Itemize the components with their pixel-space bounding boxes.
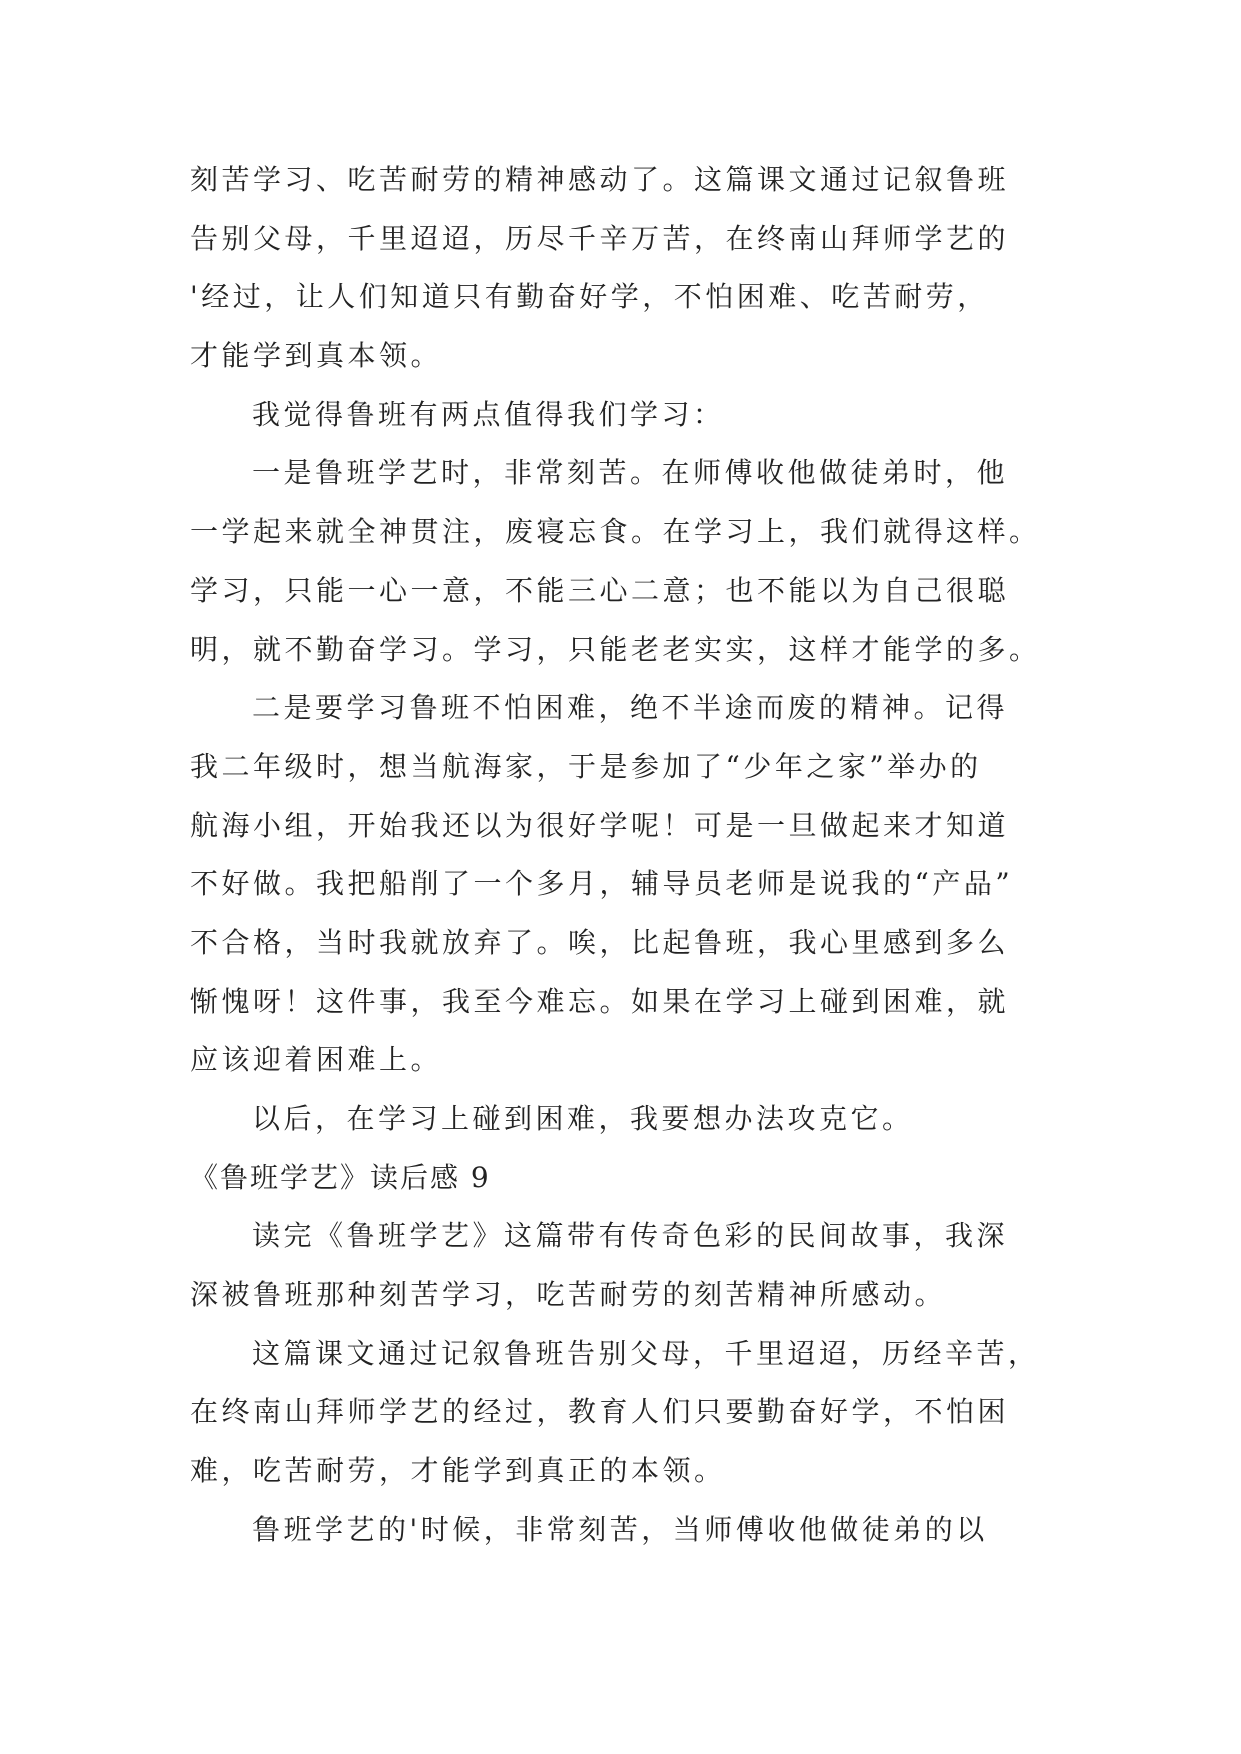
paragraph-first-line: 读完《鲁班学艺》这篇带有传奇色彩的民间故事，我深 — [252, 1219, 1009, 1253]
document-body — [190, 162, 1050, 1571]
body-line: 不合格，当时我就放弃了。唉，比起鲁班，我心里感到多么 — [190, 925, 1010, 959]
body-line: '经过，让人们知道只有勤奋好学，不怕困难、吃苦耐劳， — [190, 280, 989, 314]
paragraph-first-line: 二是要学习鲁班不怕困难，绝不半途而废的精神。记得 — [252, 691, 1009, 725]
section-heading: 《鲁班学艺》读后感 9 — [190, 1160, 491, 1194]
paragraph-first-line: 我觉得鲁班有两点值得我们学习： — [252, 397, 725, 431]
body-line: 难，吃苦耐劳，才能学到真正的本领。 — [190, 1454, 726, 1488]
body-line: 一学起来就全神贯注，废寝忘食。在学习上，我们就得这样。 — [190, 515, 1041, 549]
paragraph-first-line: 鲁班学艺的'时候，非常刻苦，当师傅收他做徒弟的以 — [252, 1512, 988, 1546]
body-line: 明，就不勤奋学习。学习，只能老老实实，这样才能学的多。 — [190, 632, 1041, 666]
paragraph-first-line: 这篇课文通过记叙鲁班告别父母，千里迢迢，历经辛苦， — [252, 1336, 1040, 1370]
body-line: 在终南山拜师学艺的经过，教育人们只要勤奋好学，不怕困 — [190, 1395, 1010, 1429]
body-line: 我二年级时，想当航海家，于是参加了“少年之家”举办的 — [190, 749, 982, 783]
body-line: 惭愧呀！这件事，我至今难忘。如果在学习上碰到困难，就 — [190, 984, 1010, 1018]
paragraph-first-line: 一是鲁班学艺时，非常刻苦。在师傅收他做徒弟时，他 — [252, 456, 1009, 490]
body-line: 才能学到真本领。 — [190, 339, 443, 373]
body-line: 不好做。我把船削了一个多月，辅导员老师是说我的“产品” — [190, 867, 1014, 901]
paragraph-first-line: 以后，在学习上碰到困难，我要想办法攻克它。 — [252, 1102, 914, 1135]
body-line: 告别父母，千里迢迢，历尽千辛万苦，在终南山拜师学艺的 — [190, 221, 1010, 255]
body-line: 刻苦学习、吃苦耐劳的精神感动了。这篇课文通过记叙鲁班 — [190, 163, 1010, 196]
body-line: 学习，只能一心一意，不能三心二意；也不能以为自己很聪 — [190, 573, 1010, 607]
body-line: 深被鲁班那种刻苦学习，吃苦耐劳的刻苦精神所感动。 — [190, 1278, 947, 1312]
body-line: 航海小组，开始我还以为很好学呢！可是一旦做起来才知道 — [190, 808, 1010, 842]
body-line: 应该迎着困难上。 — [190, 1043, 443, 1077]
